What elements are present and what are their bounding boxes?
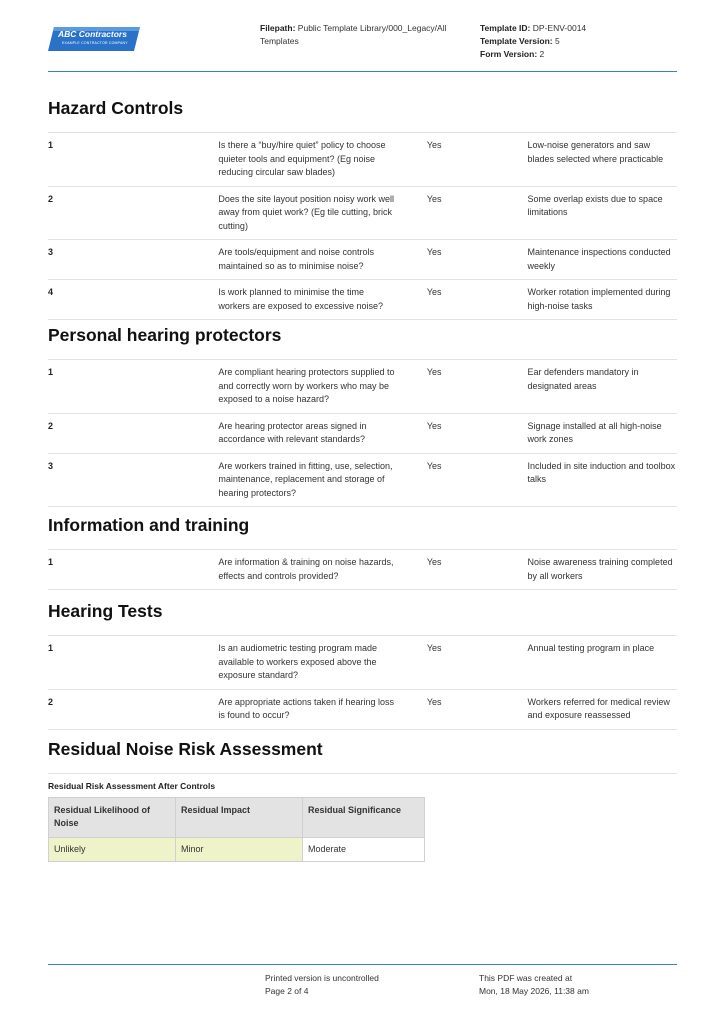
item-number: 2 bbox=[48, 193, 54, 204]
template-version-label: Template Version: bbox=[480, 36, 553, 46]
item-number: 1 bbox=[48, 140, 54, 150]
created-label: This PDF was created at bbox=[479, 973, 573, 983]
header-impact: Residual Impact bbox=[176, 798, 303, 838]
hearing-protectors-table bbox=[48, 359, 677, 507]
section-title-hazard-controls: Hazard Controls bbox=[48, 98, 184, 118]
item-number: 3 bbox=[48, 247, 54, 257]
note-text: Signage installed at all high-noise work zones bbox=[527, 420, 662, 444]
note-text: Ear defenders mandatory in designated areas bbox=[527, 367, 639, 391]
table-row bbox=[49, 838, 425, 862]
logo-text: ABC Contractors bbox=[58, 29, 127, 39]
answer-value: Yes bbox=[426, 420, 442, 431]
item-number: 2 bbox=[48, 420, 54, 431]
template-meta bbox=[480, 22, 680, 61]
answer-value: Yes bbox=[426, 193, 442, 204]
item-number: 1 bbox=[48, 367, 54, 377]
note-text: Included in site induction and toolbox talks bbox=[527, 460, 676, 484]
item-number: 3 bbox=[48, 460, 54, 471]
filepath-label: Filepath: bbox=[260, 23, 296, 33]
table-row bbox=[48, 414, 677, 454]
table-row bbox=[48, 690, 677, 730]
answer-value: Yes bbox=[426, 643, 442, 653]
item-number: 1 bbox=[48, 557, 54, 567]
section-title-residual-risk: Residual Noise Risk Assessment bbox=[48, 739, 323, 759]
hazard-controls-table bbox=[48, 132, 677, 320]
table-row bbox=[48, 360, 677, 414]
answer-value: Yes bbox=[426, 247, 442, 257]
section-title-information-and-training: Information and training bbox=[48, 515, 250, 535]
header-likelihood: Residual Likelihood of Noise bbox=[49, 798, 176, 838]
question-text: Are workers trained in fitting, use, selection, maintenance, replacement and storage of hearing protectors? bbox=[218, 460, 393, 498]
information-training-table bbox=[48, 549, 677, 590]
template-version-value: 5 bbox=[554, 36, 560, 46]
answer-value: Yes bbox=[426, 696, 442, 707]
section-divider bbox=[48, 773, 677, 774]
question-text: Does the site layout position noisy work well away from quiet work? (Eg tile cutting, brick cutting) bbox=[218, 193, 395, 231]
note-text: Maintenance inspections conducted weekly bbox=[527, 247, 671, 271]
table-row bbox=[48, 133, 677, 187]
header-significance: Residual Significance bbox=[303, 798, 425, 838]
table-row bbox=[48, 454, 677, 508]
note-text: Some overlap exists due to space limitations bbox=[527, 193, 663, 217]
page-number: Page 2 of 4 bbox=[265, 986, 309, 996]
filepath-value: Public Template Library/000_Legacy/All Templates bbox=[260, 23, 447, 46]
question-text: Is an audiometric testing program made available to workers exposed above the exposure standard? bbox=[218, 643, 377, 680]
uncontrolled-notice: Printed version is uncontrolled bbox=[265, 973, 379, 983]
note-text: Low-noise generators and saw blades selected where practicable bbox=[527, 140, 664, 164]
filepath bbox=[260, 22, 460, 48]
note-text: Worker rotation implemented during high-noise tasks bbox=[527, 287, 671, 311]
answer-value: Yes bbox=[426, 140, 442, 150]
question-text: Are tools/equipment and noise controls maintained so as to minimise noise? bbox=[218, 247, 375, 271]
created-timestamp: Mon, 18 May 2026, 11:38 am bbox=[479, 986, 589, 996]
form-version-value: 2 bbox=[539, 49, 545, 59]
table-row bbox=[48, 550, 677, 590]
company-logo bbox=[48, 26, 140, 52]
page-header bbox=[48, 18, 677, 72]
question-text: Is there a “buy/hire quiet” policy to choose quieter tools and equipment? (Eg noise reducing circular saw blades) bbox=[218, 140, 386, 177]
likelihood-value: Unlikely bbox=[49, 838, 176, 862]
impact-value: Minor bbox=[176, 838, 303, 862]
residual-table-label: Residual Risk Assessment After Controls bbox=[48, 781, 216, 791]
answer-value: Yes bbox=[426, 287, 442, 297]
residual-risk-table bbox=[48, 797, 425, 862]
question-text: Are appropriate actions taken if hearing loss is found to occur? bbox=[218, 696, 395, 720]
note-text: Workers referred for medical review and exposure reassessed bbox=[527, 696, 670, 720]
item-number: 2 bbox=[48, 696, 54, 707]
table-row bbox=[48, 280, 677, 320]
section-title-hearing-tests: Hearing Tests bbox=[48, 601, 163, 621]
form-version-label: Form Version: bbox=[480, 49, 538, 59]
answer-value: Yes bbox=[426, 460, 442, 471]
section-title-personal-hearing-protectors: Personal hearing protectors bbox=[48, 325, 282, 345]
template-id-label: Template ID: bbox=[480, 23, 531, 33]
table-row bbox=[48, 636, 677, 690]
question-text: Are information & training on noise hazards, effects and controls provided? bbox=[218, 557, 394, 581]
table-row bbox=[48, 187, 677, 241]
significance-value: Moderate bbox=[303, 838, 425, 862]
item-number: 4 bbox=[48, 287, 54, 297]
answer-value: Yes bbox=[426, 367, 442, 377]
item-number: 1 bbox=[48, 643, 54, 653]
answer-value: Yes bbox=[426, 557, 442, 567]
question-text: Are compliant hearing protectors supplied to and correctly worn by workers who may be exposed to a noise hazard? bbox=[218, 367, 395, 404]
table-header-row bbox=[49, 798, 425, 838]
footer-left bbox=[265, 972, 379, 998]
question-text: Are hearing protector areas signed in accordance with relevant standards? bbox=[218, 420, 367, 444]
hearing-tests-table bbox=[48, 635, 677, 730]
note-text: Annual testing program in place bbox=[527, 643, 655, 653]
footer-right bbox=[479, 972, 589, 998]
logo-subtext: EXAMPLE CONTRACTOR COMPANY bbox=[62, 41, 128, 45]
note-text: Noise awareness training completed by all workers bbox=[527, 557, 673, 581]
footer-divider bbox=[48, 964, 677, 965]
table-row bbox=[48, 240, 677, 280]
question-text: Is work planned to minimise the time workers are exposed to excessive noise? bbox=[218, 287, 384, 311]
template-id-value: DP-ENV-0014 bbox=[532, 23, 587, 33]
header-divider bbox=[48, 71, 677, 72]
